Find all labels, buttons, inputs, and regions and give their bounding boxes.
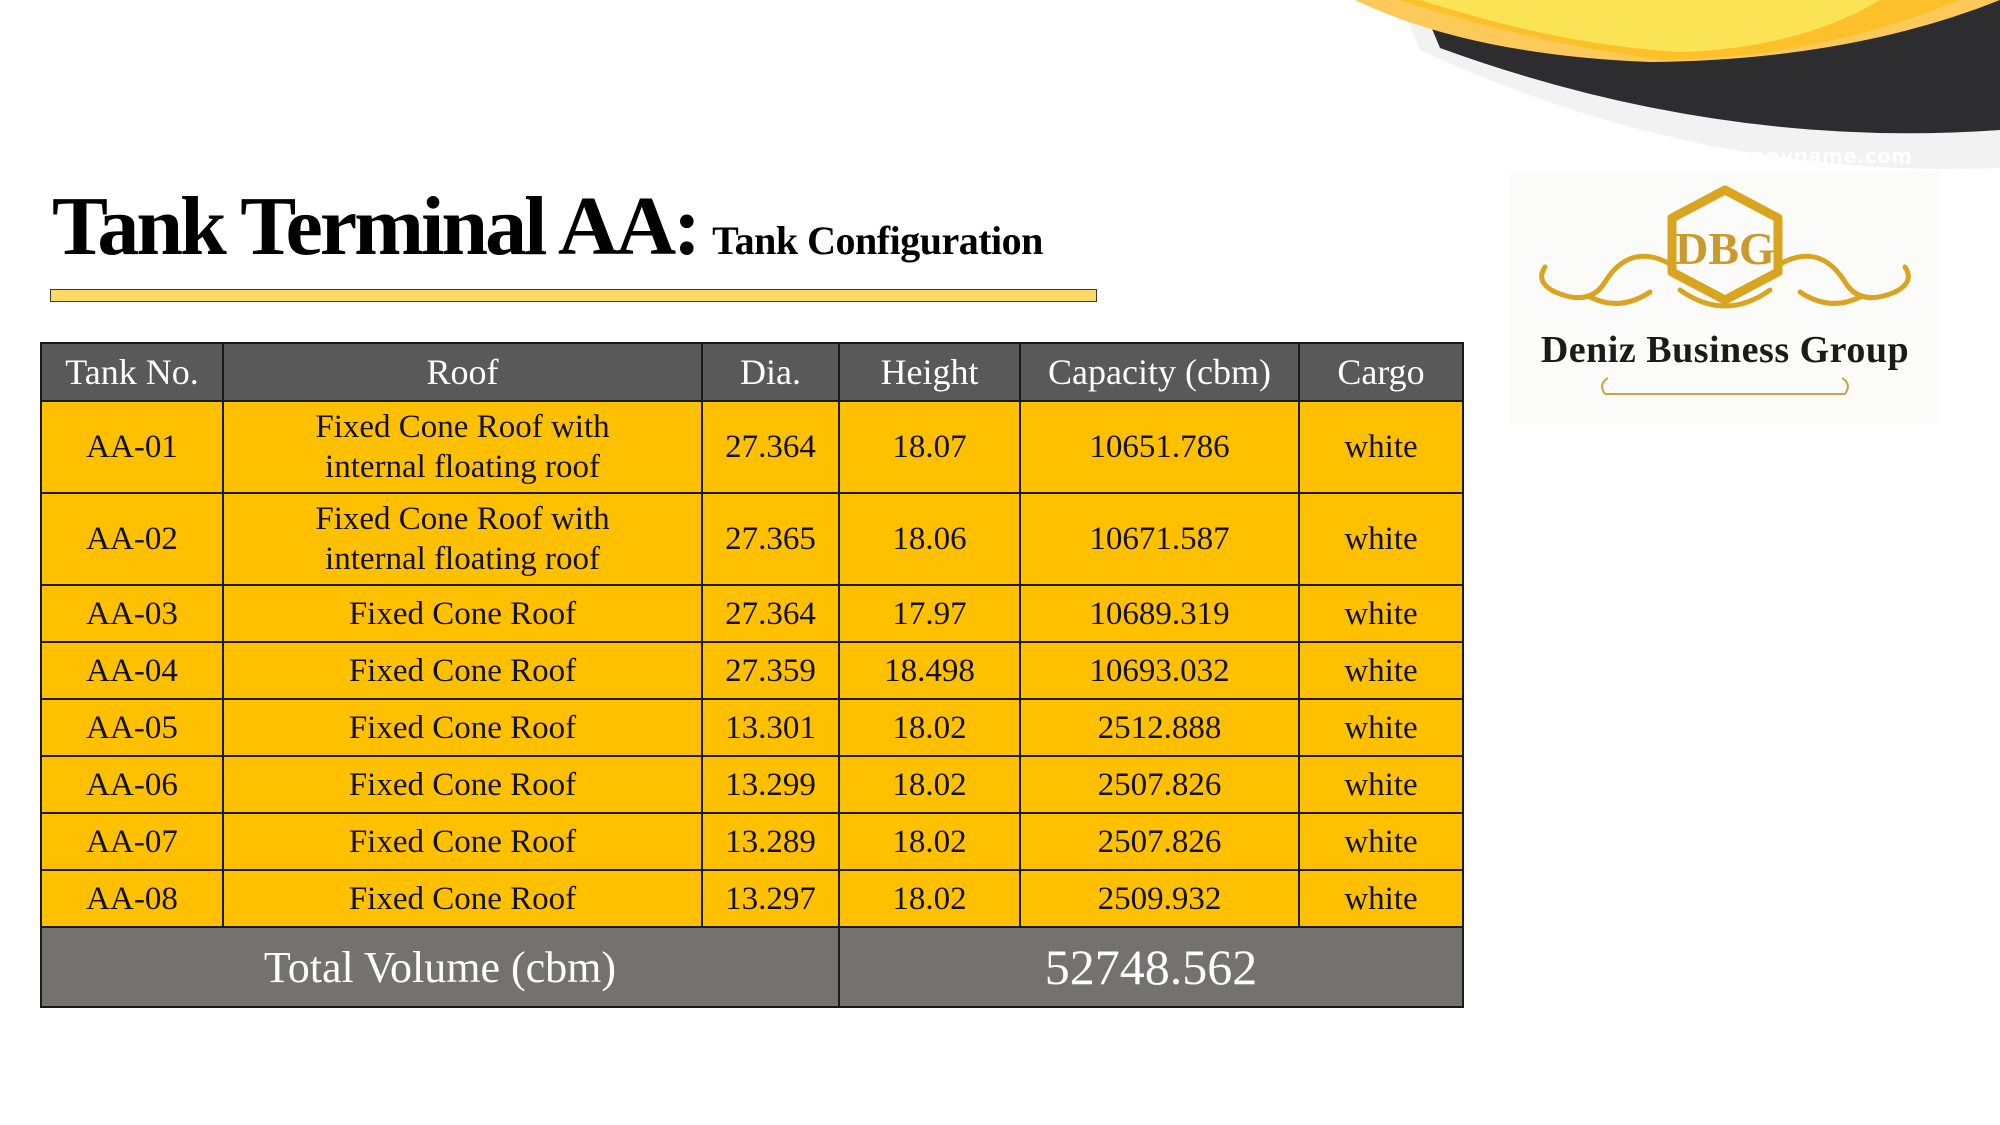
table-row bbox=[41, 813, 1463, 870]
cell-capacity: 2512.888 bbox=[1020, 699, 1299, 756]
cell-tank-no: AA-04 bbox=[41, 642, 223, 699]
cell-tank-no: AA-08 bbox=[41, 870, 223, 927]
total-volume-value: 52748.562 bbox=[839, 927, 1463, 1007]
cell-diameter: 13.299 bbox=[702, 756, 839, 813]
cell-diameter: 27.359 bbox=[702, 642, 839, 699]
page-title bbox=[52, 178, 1043, 275]
decorative-swoosh bbox=[0, 0, 2000, 200]
cell-tank-no: AA-03 bbox=[41, 585, 223, 642]
title-main: Tank Terminal AA: bbox=[52, 180, 699, 273]
cell-diameter: 13.289 bbox=[702, 813, 839, 870]
table-row bbox=[41, 642, 1463, 699]
cell-cargo: white bbox=[1299, 756, 1463, 813]
cell-roof: Fixed Cone Roof bbox=[223, 585, 702, 642]
cell-roof: Fixed Cone Roof bbox=[223, 756, 702, 813]
logo-emblem-icon bbox=[1510, 172, 1940, 424]
column-header-roof: Roof bbox=[223, 343, 702, 401]
cell-height: 18.02 bbox=[839, 813, 1020, 870]
cell-tank-no: AA-02 bbox=[41, 493, 223, 585]
cell-roof: Fixed Cone Roof with internal floating roof bbox=[223, 401, 702, 493]
tank-configuration-table bbox=[40, 342, 1464, 1008]
cell-capacity: 10651.786 bbox=[1020, 401, 1299, 493]
cell-diameter: 13.297 bbox=[702, 870, 839, 927]
cell-capacity: 10693.032 bbox=[1020, 642, 1299, 699]
cell-capacity: 2509.932 bbox=[1020, 870, 1299, 927]
cell-capacity: 10671.587 bbox=[1020, 493, 1299, 585]
cell-cargo: white bbox=[1299, 642, 1463, 699]
total-row bbox=[41, 927, 1463, 1007]
column-header-tank-no: Tank No. bbox=[41, 343, 223, 401]
cell-capacity: 2507.826 bbox=[1020, 813, 1299, 870]
cell-height: 17.97 bbox=[839, 585, 1020, 642]
cell-cargo: white bbox=[1299, 585, 1463, 642]
cell-cargo: white bbox=[1299, 493, 1463, 585]
cell-roof: Fixed Cone Roof bbox=[223, 642, 702, 699]
table-header-row bbox=[41, 343, 1463, 401]
cell-roof: Fixed Cone Roof bbox=[223, 870, 702, 927]
table-row bbox=[41, 870, 1463, 927]
cell-diameter: 27.364 bbox=[702, 585, 839, 642]
column-header-cargo: Cargo bbox=[1299, 343, 1463, 401]
cell-height: 18.07 bbox=[839, 401, 1020, 493]
cell-roof: Fixed Cone Roof bbox=[223, 813, 702, 870]
cell-height: 18.02 bbox=[839, 756, 1020, 813]
cell-height: 18.02 bbox=[839, 870, 1020, 927]
website-watermark: companyname.com bbox=[1690, 144, 1913, 168]
cell-roof: Fixed Cone Roof bbox=[223, 699, 702, 756]
logo-company-name: Deniz Business Group bbox=[1540, 329, 1910, 371]
cell-tank-no: AA-07 bbox=[41, 813, 223, 870]
cell-tank-no: AA-05 bbox=[41, 699, 223, 756]
cell-cargo: white bbox=[1299, 699, 1463, 756]
table-row bbox=[41, 585, 1463, 642]
cell-height: 18.498 bbox=[839, 642, 1020, 699]
cell-roof: Fixed Cone Roof with internal floating roof bbox=[223, 493, 702, 585]
table-row bbox=[41, 493, 1463, 585]
table-row bbox=[41, 699, 1463, 756]
title-sub: Tank Configuration bbox=[712, 218, 1043, 263]
column-header-height: Height bbox=[839, 343, 1020, 401]
cell-capacity: 10689.319 bbox=[1020, 585, 1299, 642]
cell-tank-no: AA-01 bbox=[41, 401, 223, 493]
cell-cargo: white bbox=[1299, 813, 1463, 870]
cell-cargo: white bbox=[1299, 401, 1463, 493]
title-underline-bar bbox=[50, 289, 1097, 302]
cell-height: 18.06 bbox=[839, 493, 1020, 585]
column-header-capacity: Capacity (cbm) bbox=[1020, 343, 1299, 401]
cell-cargo: white bbox=[1299, 870, 1463, 927]
cell-diameter: 27.365 bbox=[702, 493, 839, 585]
cell-tank-no: AA-06 bbox=[41, 756, 223, 813]
company-logo bbox=[1510, 172, 1940, 424]
svg-text:DBG: DBG bbox=[1675, 223, 1775, 274]
total-volume-label: Total Volume (cbm) bbox=[41, 927, 839, 1007]
cell-diameter: 27.364 bbox=[702, 401, 839, 493]
column-header-diameter: Dia. bbox=[702, 343, 839, 401]
cell-height: 18.02 bbox=[839, 699, 1020, 756]
cell-capacity: 2507.826 bbox=[1020, 756, 1299, 813]
cell-diameter: 13.301 bbox=[702, 699, 839, 756]
table-row bbox=[41, 401, 1463, 493]
table-row bbox=[41, 756, 1463, 813]
